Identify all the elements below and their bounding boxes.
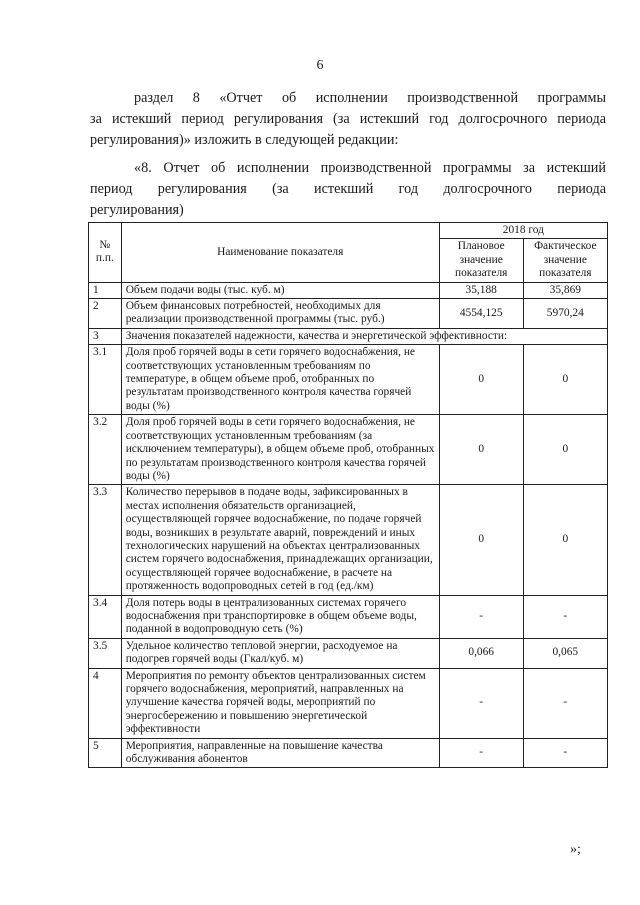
row-number: 3.3: [89, 485, 122, 595]
row-fact: 0,065: [523, 638, 607, 668]
row-number: 5: [89, 738, 122, 768]
table-row: [89, 299, 608, 329]
row-name: Объем подачи воды (тыс. куб. м): [121, 282, 439, 298]
row-fact: 35,869: [523, 282, 607, 298]
row-name: Объем финансовых потребностей, необходимых для реализации производственной программы (тыс. руб.): [121, 299, 439, 329]
table-row: [89, 738, 608, 768]
col-name-header: Наименование показателя: [121, 223, 439, 283]
table-row: [89, 345, 608, 415]
row-fact: 0: [523, 345, 607, 415]
closing-mark: »;: [570, 842, 581, 857]
row-name: Доля потерь воды в централизованных системах горячего водоснабжения при транспортировке в общем объеме воды, поданной в водопроводную сеть (%): [121, 595, 439, 638]
heading-line-1: «8. Отчет об исполнении производственной программы за истекший: [134, 160, 606, 176]
row-plan: 0: [439, 485, 523, 595]
row-name: Мероприятия по ремонту объектов централизованных систем горячего водоснабжения, мероприятий, направленных на улучшение качества горячей воды, мероприятий по энергосбережению и повышению энергетической эффективности: [121, 668, 439, 738]
row-fact: 0: [523, 415, 607, 485]
row-plan: 35,188: [439, 282, 523, 298]
row-number: 1: [89, 282, 122, 298]
col-number-header: № п.п.: [89, 223, 122, 283]
row-plan: 0,066: [439, 638, 523, 668]
row-number: 3.5: [89, 638, 122, 668]
heading-line-3: регулирования): [90, 202, 184, 218]
row-number: 2: [89, 299, 122, 329]
row-section-title: Значения показателей надежности, качества и энергетической эффективности:: [121, 328, 607, 344]
intro-line-2: за истекший период регулирования (за истекший год долгосрочного периода: [90, 111, 606, 127]
row-plan: -: [439, 738, 523, 768]
row-plan: -: [439, 668, 523, 738]
row-fact: 5970,24: [523, 299, 607, 329]
page-number: 6: [316, 58, 324, 73]
table-row: [89, 415, 608, 485]
table-row: [89, 282, 608, 298]
table-row: [89, 595, 608, 638]
heading-line-2: период регулирования (за истекший год долгосрочного периода: [90, 181, 606, 197]
row-number: 3: [89, 328, 122, 344]
table-row: [89, 638, 608, 668]
row-name: Доля проб горячей воды в сети горячего водоснабжения, не соответствующих установленным требованиям (за исключением температуры), в общем объеме проб, отобранных по результатам производственного контроля качества горячей воды (%): [121, 415, 439, 485]
row-plan: 0: [439, 415, 523, 485]
intro-line-1: раздел 8 «Отчет об исполнении производственной программы: [134, 90, 606, 106]
row-plan: -: [439, 595, 523, 638]
row-number: 3.4: [89, 595, 122, 638]
row-name: Доля проб горячей воды в сети горячего водоснабжения, не соответствующих установленным требованиям по температуре, в общем объеме проб, отобранных по результатам производственного контроля качества горячей воды (%): [121, 345, 439, 415]
row-fact: 0: [523, 485, 607, 595]
table-row: [89, 485, 608, 595]
report-table: [88, 222, 608, 768]
row-number: 3.1: [89, 345, 122, 415]
row-fact: -: [523, 668, 607, 738]
row-plan: 0: [439, 345, 523, 415]
col-fact-header: Фактическое значение показателя: [523, 239, 607, 282]
intro-line-3: регулирования)» изложить в следующей редакции:: [90, 132, 399, 148]
row-fact: -: [523, 595, 607, 638]
row-name: Количество перерывов в подаче воды, зафиксированных в местах исполнения обязательств организацией, осуществляющей горячее водоснабжение, по подаче горячей воды, возникших в результате аварий, повреждений и иных технологических нарушений на объектах централизованных систем горячего водоснабжения, принадлежащих организации, осуществляющей горячее водоснабжение, в расчете на протяженность водопроводных сетей в год (ед./км): [121, 485, 439, 595]
row-number: 3.2: [89, 415, 122, 485]
row-name: Удельное количество тепловой энергии, расходуемое на подогрев горячей воды (Гкал/куб. м): [121, 638, 439, 668]
row-plan: 4554,125: [439, 299, 523, 329]
year-header: 2018 год: [439, 223, 607, 239]
table-row: [89, 328, 608, 344]
table-row: [89, 668, 608, 738]
row-name: Мероприятия, направленные на повышение качества обслуживания абонентов: [121, 738, 439, 768]
row-fact: -: [523, 738, 607, 768]
table-header-row: [89, 223, 608, 239]
row-number: 4: [89, 668, 122, 738]
col-plan-header: Плановое значение показателя: [439, 239, 523, 282]
